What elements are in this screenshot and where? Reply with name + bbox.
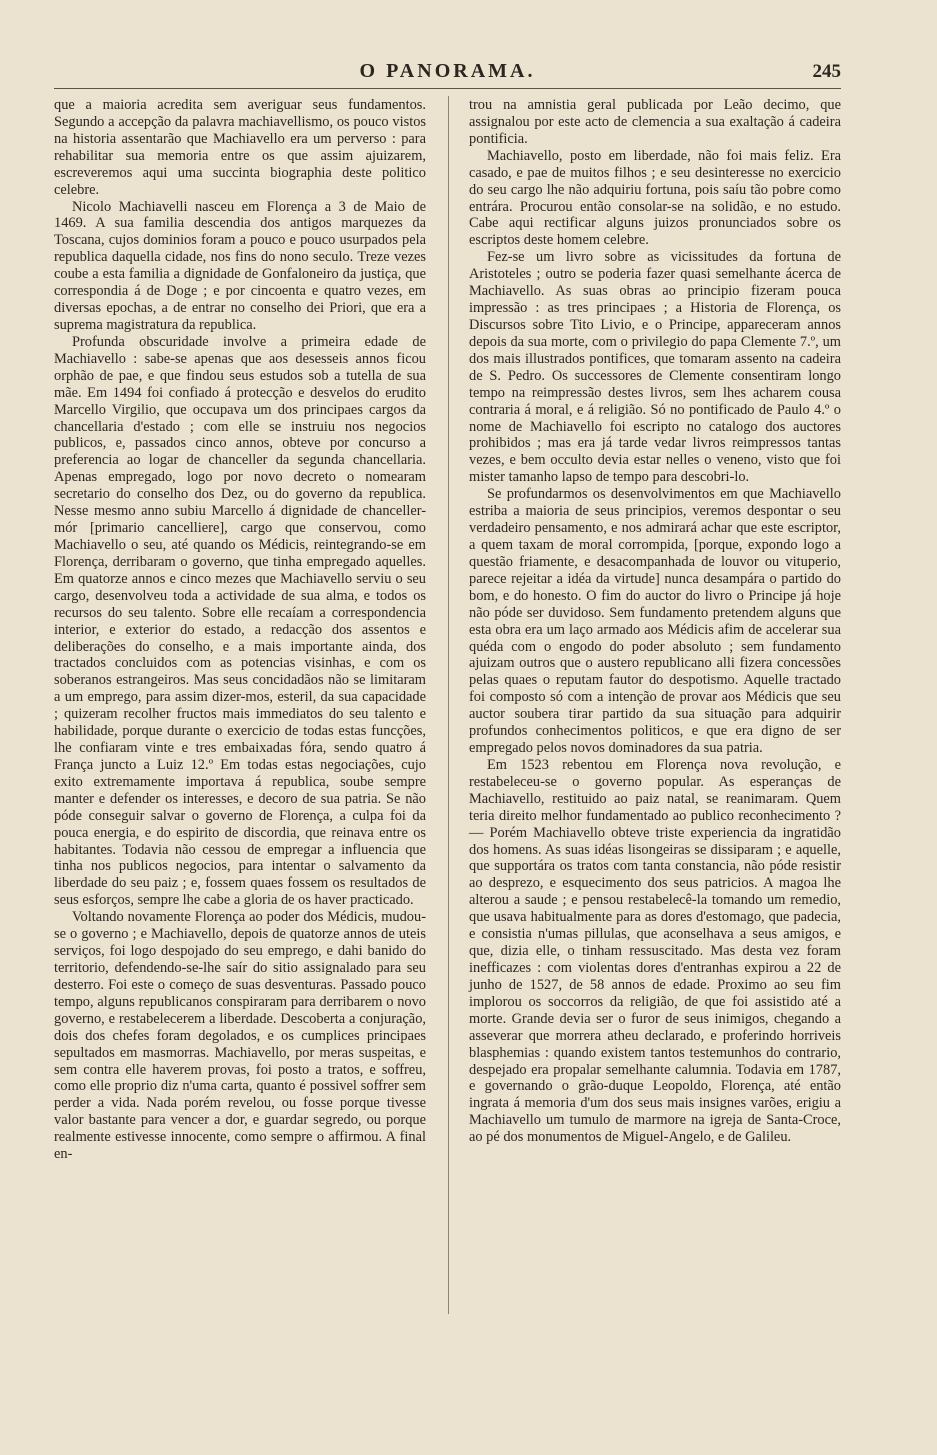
column-divider	[448, 96, 449, 1314]
paragraph: que a maioria acredita sem averiguar seus fundamentos. Segundo a accepção da palavra machiavellismo, os pouco vistos na historia assentarão que Machiavello era um perverso : para rehabilitar sua memoria entre os que assim ajuizarem, escreveremos aqui uma succinta biographia deste politico celebre.	[54, 97, 426, 198]
paragraph: Voltando novamente Florença ao poder dos Médicis, mudou-se o governo ; e Machiavello, depois de quatorze annos de uteis serviços, foi logo despojado do seu emprego, e dahi banido do territorio, defendendo-se-lhe saír do sitio assignalado para seu desterro. Foi este o começo de suas desventuras. Passado pouco tempo, alguns republicanos conspiraram para derribarem o novo governo, e restabelecerem a liberdade. Descoberta a conjuração, dois dos chefes foram degolados, e os cumplices principaes sepultados em masmorras. Machiavello, por meras suspeitas, e sem contra elle haverem provas, foi posto a tratos, e soffreu, como elle proprio diz n'uma carta, quanto é possivel soffrer sem perder a vida. Nada porém revelou, ou fosse porque tivesse valor bastante para vencer a dor, e guardar segredo, ou porque realmente estivesse innocente, como sempre o affirmou. A final en-	[54, 909, 426, 1163]
header-rule	[54, 88, 841, 89]
paragraph: Machiavello, posto em liberdade, não foi mais feliz. Era casado, e pae de muitos filhos ; e seu desinteresse no exercicio do seu cargo lhe não adquiriu fortuna, pois saíu tão pobre como entrára. Procurou então consolar-se na solidão, e no estudo. Cabe aqui rectificar alguns juizos pronunciados sobre os escriptos deste homem celebre.	[469, 147, 841, 249]
paragraph: Fez-se um livro sobre as vicissitudes da fortuna de Aristoteles ; outro se poderia fazer quasi semelhante ácerca de Machiavello. As suas obras ao principio fizeram pouca impressão : as tres principaes ; a Historia de Florença, os Discursos sobre Tito Livio, e o Principe, appareceram annos depois da sua morte, com o privilegio do papa Clemente 7.º, um dos mais illustrados pontifices, que tomaram assento na cadeira de S. Pedro. Os successores de Clemente consentiram longo tempo na reimpressão destes livros, sem lhes acharem cousa contraria á moral, e á religião. Só no pontificado de Paulo 4.º o nome de Machiavello foi escripto no catalogo dos auctores prohibidos ; mas era já tarde vedar livros reimpressos tantas vezes, e bem occulto devia estar nelles o veneno, visto que foi mister tamanho lapso de tempo para descobri-lo.	[469, 249, 841, 486]
running-title: O PANORAMA.	[359, 60, 536, 82]
right-column	[469, 97, 841, 1146]
paragraph: Nicolo Machiavelli nasceu em Florença a 3 de Maio de 1469. A sua familia descendia dos antigos marquezes da Toscana, cujos dominios foram a pouco e pouco usurpados pela republica daquella cidade, nos fins do nono seculo. Treze vezes coube a esta familia a dignidade de Gonfaloneiro da justiça, que correspondia á de Doge ; e por cincoenta e quatro vezes, em diversas epochas, a de entrar no conselho dei Priori, que era a suprema magistratura da republica.	[54, 198, 426, 333]
paragraph: Se profundarmos os desenvolvimentos em que Machiavello estriba a maioria de seus principios, veremos despontar o seu verdadeiro pensamento, e nos admirará achar que este escriptor, a quem taxam de moral corrompida, [porque, expondo logo a questão friamente, e desacompanhada de louvor ou vituperio, parece rejeitar a idéa da virtude] nunca desampára o partido do bom, e do honesto. O fim do auctor do livro o Principe já hoje não póde ser duvidoso. Sem fundamento pretendem alguns que esta obra era um laço armado aos Médicis afim de accelerar sua quéda com o engodo do poder absoluto ; sem fundamento ajuizam outros que o austero republicano alli fizera concessões pelas quaes o reputam fautor do despotismo. Aquelle tractado foi composto só com a intenção de provar aos Médicis que seu auctor soubera tirar partido da sua situação para adquirir profundos conhecimentos politicos, e que era digno de ser empregado pelos novos dominadores da sua patria.	[469, 486, 841, 757]
paragraph: trou na amnistia geral publicada por Leão decimo, que assignalou por este acto de clemencia a sua exaltação á cadeira pontificia.	[469, 97, 841, 147]
page-number: 245	[812, 61, 841, 82]
paragraph: Em 1523 rebentou em Florença nova revolução, e restabeleceu-se o governo popular. As esperanças de Machiavello, restituido ao paiz natal, se reanimaram. Quem teria direito melhor fundamentado ao publico reconhecimento ? — Porém Machiavello obteve triste experiencia da ingratidão dos homens. As suas idéas lisongeiras se dissiparam ; e aquelle, que supportára os tratos com tanta constancia, não póde resistir ao desprezo, e esquecimento dos seus patricios. A magoa lhe alterou a saude ; e pensou restabelecê-la tomando um remedio, que usava habitualmente para as dores d'estomago, que padecia, e consistia n'umas pillulas, que aconselhava a seus amigos, e que, dizia elle, o tinham ressuscitado. Mas desta vez foram inefficazes : com violentas dores d'entranhas expirou a 22 de junho de 1527, de 58 annos de edade. Proximo ao seu fim implorou os soccorros da religião, de que foi assistido até a morte. Grande devia ser o furor de seus inimigos, chegando a asseverar que morrera atheu declarado, e proferindo horriveis blasphemias : quando existem tantos testemunhos do contrario, despejado era propalar semelhante calumnia. Todavia em 1787, e governando o grão-duque Leopoldo, Florença, até então ingrata á memoria d'um dos seus mais insignes varões, erigiu a Machiavello um tumulo de marmore na igreja de Santa-Croce, ao pé dos monumentos de Miguel-Angelo, e de Galileu.	[469, 756, 841, 1146]
left-column	[54, 97, 426, 1163]
paragraph: Profunda obscuridade involve a primeira edade de Machiavello : sabe-se apenas que aos desesseis annos ficou orphão de pae, e que findou seus estudos sob a tutella de sua mãe. Em 1494 foi confiado á protecção e desvelos do erudito Marcello Virgilio, que occupava um dos principaes cargos da chancellaria d'estado ; com elle se instruiu nos negocios publicos, e, passados cinco annos, obteve por concurso a preferencia ao logar de chanceller da segunda chancellaria. Apenas empregado, logo por novo decreto o nomearam secretario do conselho dos Dez, ou do governo da republica. Nesse mesmo anno subiu Marcello á dignidade de chanceller-mór [primario cancelliere], cargo que conservou, como Machiavello o seu, até quando os Médicis, reintegrando-se em Florença, derribaram o governo, que tinha empregado aquelles. Em quatorze annos e cinco mezes que Machiavello serviu o seu cargo, desenvolveu toda a actividade de sua alma, e todos os recursos do seu talento. Sobre elle recaíam a correspondencia interior, e exterior do estado, a redacção dos assentos e deliberações do conselho, e a mais importante ainda, dos tractados concluidos com as potencias visinhas, e com os soberanos estrangeiros. Mas seus concidadãos não se limitaram a um emprego, para assim dizer-mos, esteril, da sua capacidade ; quizeram recolher fructos mais immediatos do seu talento e habilidade, porque durante o exercicio de todas estas funcções, lhe confiaram vinte e tres embaixadas fóra, sendo quatro á França juncto a Luiz 12.º Em todas estas negociações, cujo exito extremamente importava á republica, soube sempre manter e defender os interesses, e decoro de sua patria. Se não póde conseguir salvar o governo de Florença, a culpa foi da pouca energia, e do espirito de discordia, que reinava entre os habitantes. Todavia não cessou de empregar a influencia que tinha nos publicos negocios, para intentar o salvamento da liberdade do seu paiz ; e, fossem quaes fossem os resultados de seus esforços, sempre lhe cabe a gloria de os haver practicado.	[54, 333, 426, 909]
